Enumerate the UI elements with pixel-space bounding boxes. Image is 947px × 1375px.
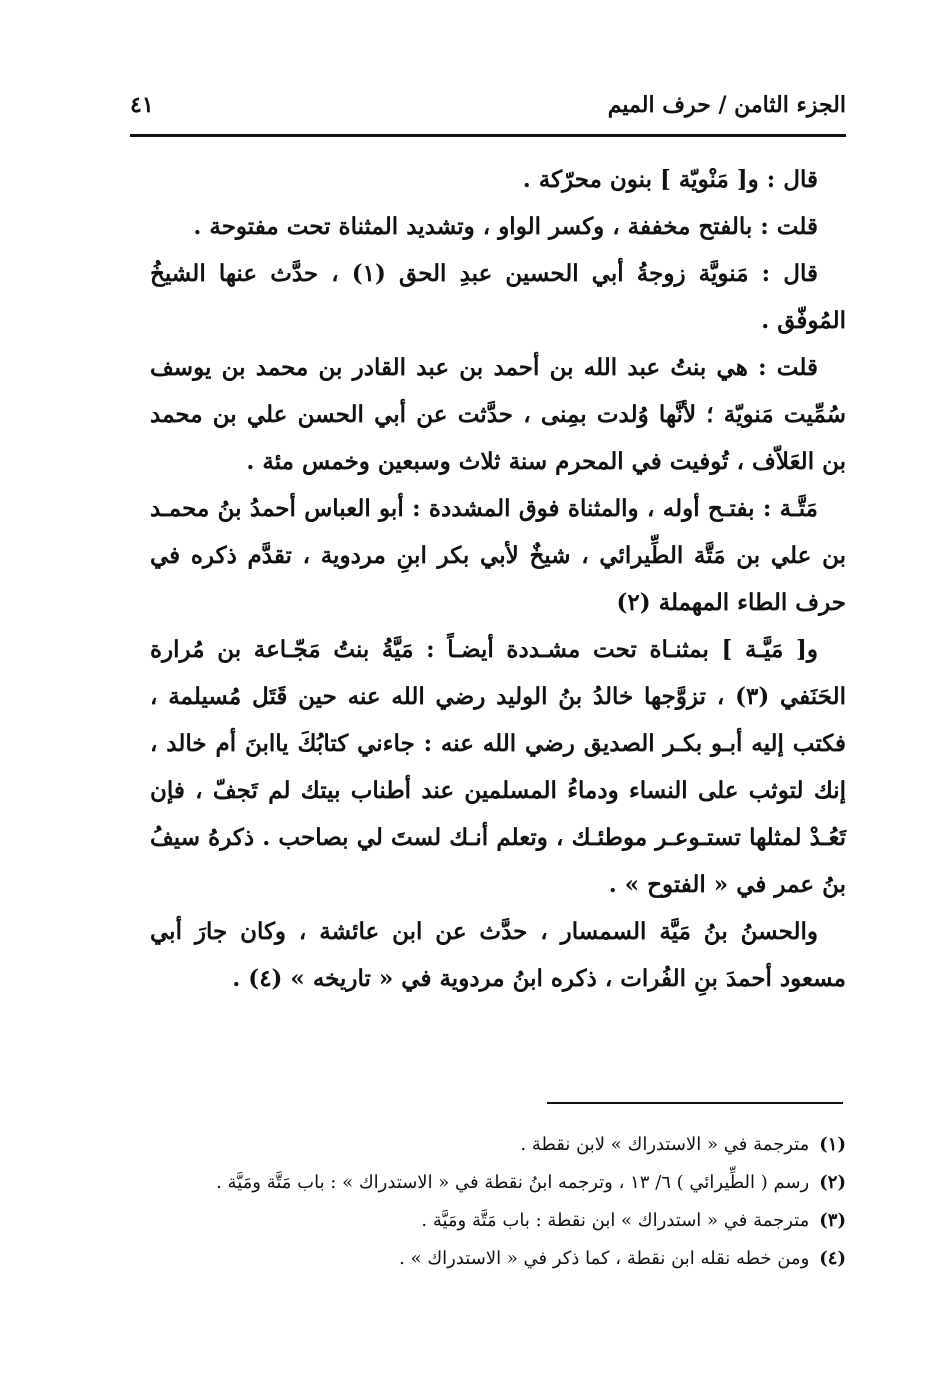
footnote-text: ومن خطه نقله ابن نقطة ، كما ذكر في « الاستدراك » . xyxy=(399,1248,810,1269)
footnote-number: (٤) xyxy=(819,1248,846,1269)
paragraph: والحسنُ بنُ مَيَّة السمسار ، حدَّث عن ابن عائشة ، وكان جارَ أبي مسعود أحمدَ بنِ الفُرات ، ذكره ابنُ مردوية في « تاريخه » (٤) . xyxy=(150,918,846,992)
paragraph: و[ مَيَّـة ] بمثنـاة تحت مشـددة أيضـاً : مَيَّةُ بنتُ مَجّـاعة بن مُرارة الحَنَفي (٣) ، تزوَّجها خالدُ بنُ الوليد رضي الله عنه حين قَتَل مُسيلمة ، فكتب إليه أبـو بكـر الصديق رضي الله عنه : جاءني كتابُكَ ياابنَ أم خالد ، إنك لتوثب على النساء ودماءُ المسلمين عند أطناب بيتك لم تَجفّ ، فإن تَعُـدْ لمثلها تستـوعـر موطئـك ، وتعلم أنـك لستَ لي بصاحب . ذكرهُ سيفُ بنُ عمر في « الفتوح » . xyxy=(150,636,846,898)
footnote-divider xyxy=(547,1102,843,1104)
footnote xyxy=(150,1126,846,1164)
page-number: ٤١ xyxy=(130,92,154,118)
main-text xyxy=(150,156,846,1002)
footnote-text: رسم ( الطِّيرائي ) ٦/ ١٣ ، وترجمه ابنُ نقطة في « الاستدراك » : باب مَتَّة ومَيَّة . xyxy=(216,1172,810,1193)
paragraph: مَتَّـة : بفتـح أوله ، والمثناة فوق المشددة : أبو العباس أحمدُ بنُ محمـد بن علي بن مَتَّة الطِّيرائي ، شيخٌ لأبي بكر ابنِ مردوية ، تقدَّم ذكره في حرف الطاء المهملة (٢) xyxy=(150,495,846,616)
page-header xyxy=(130,88,846,124)
footnote xyxy=(150,1202,846,1240)
footnote xyxy=(150,1240,846,1278)
footnote-number: (٢) xyxy=(819,1172,846,1193)
footnote-number: (١) xyxy=(819,1134,846,1155)
paragraph: قال : مَنويَّة زوجةُ أبي الحسين عبدِ الحق (١) ، حدَّث عنها الشيخُ المُوفّق . xyxy=(150,260,846,334)
paragraph: قال : و[ مَنْويّة ] بنون محرّكة . xyxy=(522,166,818,193)
paragraph: قلت : بالفتح مخففة ، وكسر الواو ، وتشديد المثناة تحت مفتوحة . xyxy=(193,213,818,240)
footnote xyxy=(150,1164,846,1202)
footnote-text: مترجمة في « استدراك » ابن نقطة : باب مَتَّة ومَيَّة . xyxy=(421,1210,810,1231)
footnote-number: (٣) xyxy=(819,1210,846,1231)
header-divider xyxy=(130,134,846,137)
running-title: الجزء الثامن / حرف الميم xyxy=(607,92,846,118)
footnote-text: مترجمة في « الاستدراك » لابن نقطة . xyxy=(520,1134,810,1155)
paragraph: قلت : هي بنتُ عبد الله بن أحمد بن عبد القادر بن محمد بن يوسف سُمِّيت مَنويّة ؛ لأنَّها وُلدت بمِنى ، حدَّثت عن أبي الحسن علي بن محمد بن العَلاّف ، تُوفيت في المحرم سنة ثلاث وسبعين وخمس مئة . xyxy=(150,354,846,475)
footnotes xyxy=(150,1126,846,1278)
